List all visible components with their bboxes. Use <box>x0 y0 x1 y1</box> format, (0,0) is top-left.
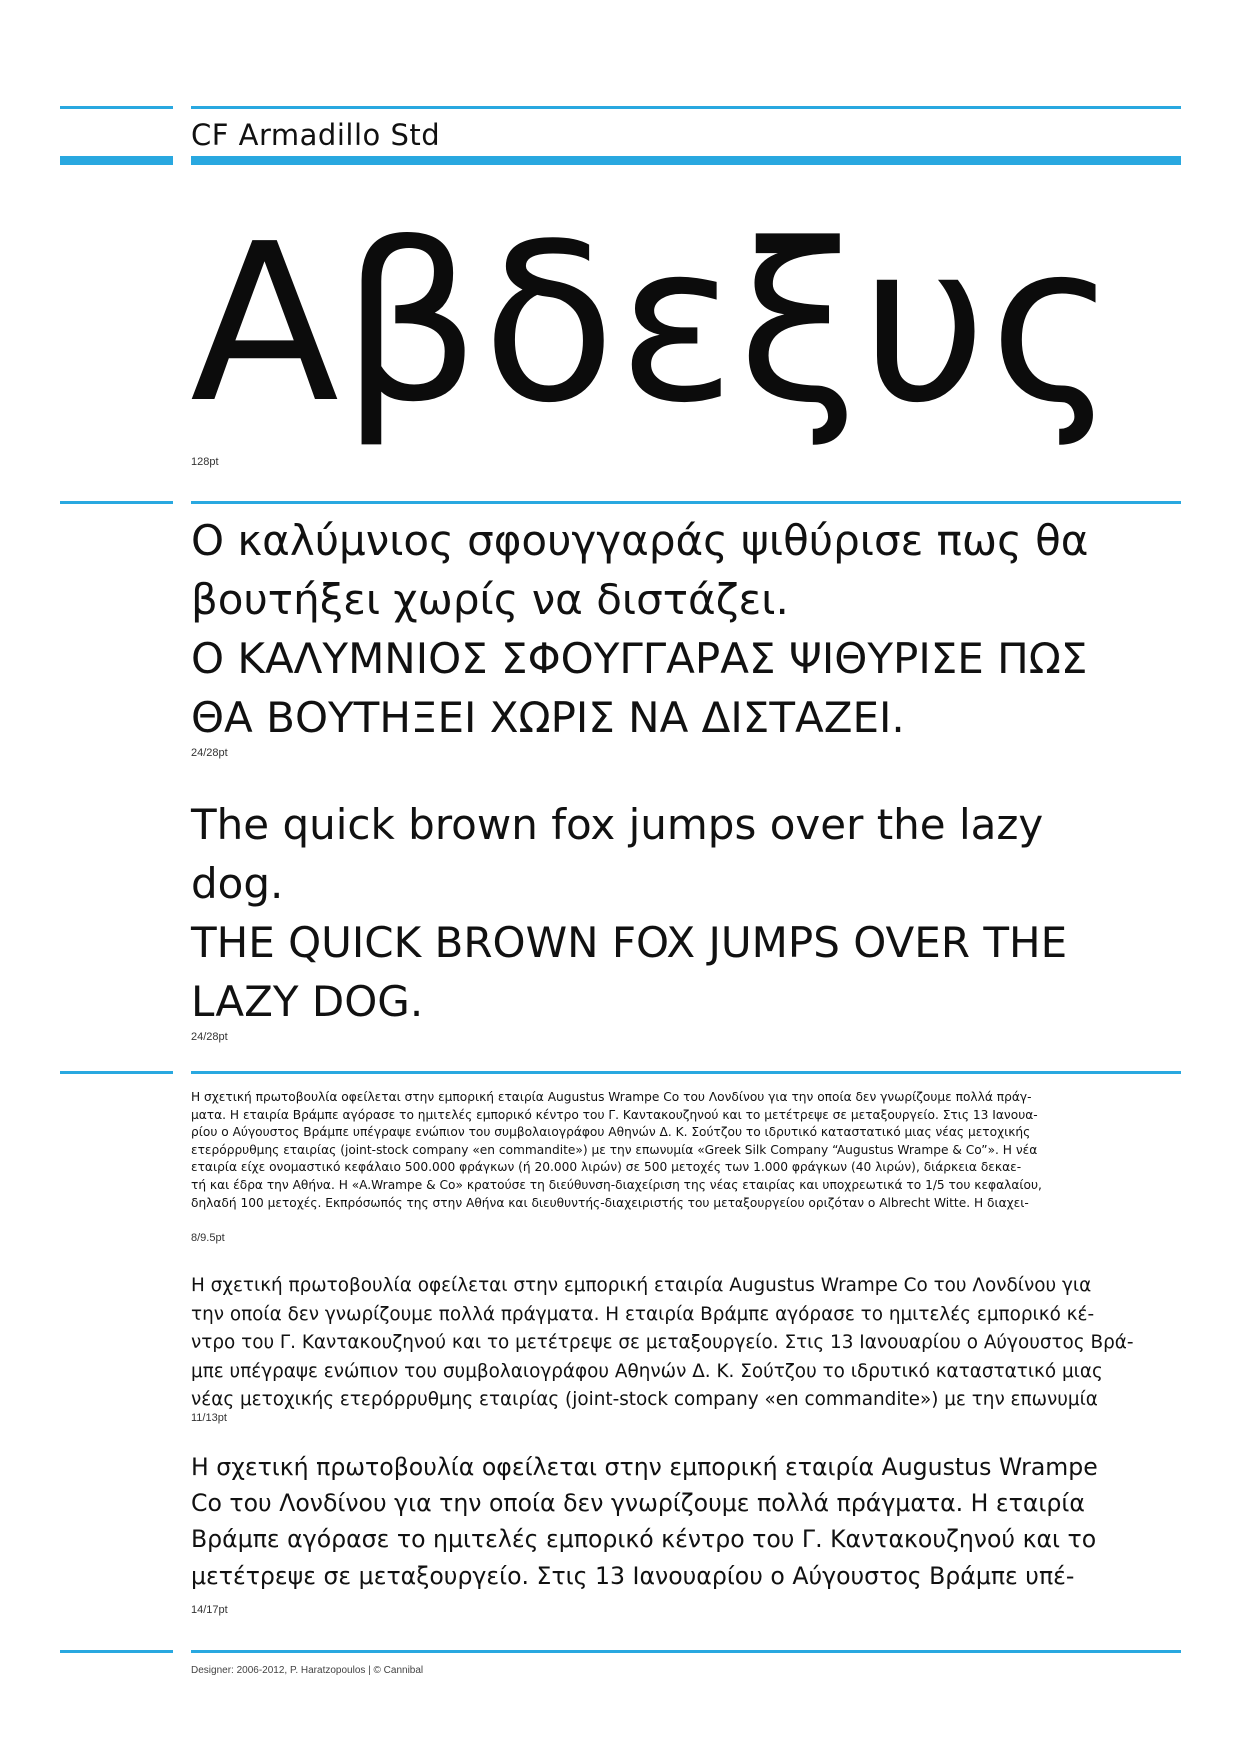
header-bar-left <box>60 156 173 165</box>
text-line: δηλαδή 100 μετοχές. Εκπρόσωπός της στην Αθήνα και διευθυντής-διαχειριστής του μεταξουργείου οριζόταν ο Albrecht Witte. Η διαχει- <box>191 1195 1029 1210</box>
latin-pangram-line: LAZY DOG. <box>191 977 424 1026</box>
text-line: Η σχετική πρωτοβουλία οφείλεται στην εμπορική εταιρία Augustus Wrampe Co του Λονδίνου για την οποία δεν γνωρίζουμε πολλά πράγ- <box>191 1090 1032 1104</box>
header-bar-right <box>191 156 1181 165</box>
text-line: Η σχετική πρωτοβουλία οφείλεται στην εμπορική εταιρία Augustus Wrampe Co του Λονδίνου για <box>191 1275 1092 1296</box>
text-line: τή και έδρα την Αθήνα. Η «A.Wrampe & Co» κρατούσε τη διεύθυνση-διαχείριση της νέας εταιρίας και υποχρεωτικά το 1/5 του κεφαλαίου, <box>191 1177 1042 1192</box>
text-line: ρίου ο Αύγουστος Βράμπε υπέγραψε ενώπιον του συμβολαιογράφου Αθηνών Δ. Κ. Σούτζου το ιδρυτικό καταστατικό μιας νέας μετοχικής <box>191 1125 1031 1140</box>
hero-rule-right <box>191 501 1181 504</box>
font-title: CF Armadillo Std <box>191 118 441 152</box>
text-8pt-size-label: 8/9.5pt <box>191 1232 225 1244</box>
hero-size-label: 128pt <box>191 456 219 468</box>
text-sample-11pt <box>191 1272 1181 1415</box>
text-sample-8pt <box>191 1089 1181 1212</box>
greek-pangram-line: ΘΑ ΒΟΥΤΗΞΕΙ ΧΩΡΙΣ ΝΑ ΔΙΣΤΑΖΕΙ. <box>191 693 905 742</box>
bottom-rule-left <box>60 1650 173 1653</box>
greek-pangram <box>191 511 1181 747</box>
hero-specimen: Αβδεξυς <box>190 198 1120 451</box>
text-line: ντρο του Γ. Καντακουζηνού και το μετέτρεψε σε μεταξουργείο. Στις 13 Ιανουαρίου ο Αύγουστος Βρά- <box>191 1332 1134 1354</box>
text-11pt-size-label: 11/13pt <box>191 1412 227 1424</box>
greek-pangram-line: Ο καλύμνιος σφουγγαράς ψιθύρισε πως θα <box>191 516 1089 565</box>
latin-pangram-line: THE QUICK BROWN FOX JUMPS OVER THE <box>191 918 1068 967</box>
greek-pangram-line: Ο ΚΑΛΥΜΝΙΟΣ ΣΦΟΥΓΓΑΡΑΣ ΨΙΘΥΡΙΣΕ ΠΩΣ <box>191 634 1088 683</box>
latin-pangram-size-label: 24/28pt <box>191 1031 228 1043</box>
text-line: την οποία δεν γνωρίζουμε πολλά πράγματα. Η εταιρία Βράμπε αγόρασε το ημιτελές εμπορικό κέ- <box>191 1303 1095 1325</box>
mid-rule-left <box>60 1071 173 1074</box>
text-14pt-size-label: 14/17pt <box>191 1604 228 1616</box>
text-line: μπε υπέγραψε ενώπιον του συμβολαιογράφου Αθηνών Δ. Κ. Σούτζου το ιδρυτικό καταστατικό μιας <box>191 1360 1103 1382</box>
text-line: Co του Λονδίνου για την οποία δεν γνωρίζουμε πολλά πράγματα. Η εταιρία <box>191 1489 1085 1518</box>
latin-pangram-line: dog. <box>191 859 284 908</box>
greek-pangram-line: βουτήξει χωρίς να διστάζει. <box>191 575 789 624</box>
bottom-rule-right <box>191 1650 1181 1653</box>
text-line: μετέτρεψε σε μεταξουργείο. Στις 13 Ιανουαρίου ο Αύγουστος Βράμπε υπέ- <box>191 1561 1075 1590</box>
text-sample-14pt <box>191 1449 1181 1594</box>
text-line: εταιρία είχε ονομαστικό κεφάλαιο 500.000 φράγκων (ή 20.000 λιρών) σε 500 μετοχές των 1.000 φράγκων (40 λιρών), διάρκεια δεκαε- <box>191 1160 1022 1175</box>
text-line: ματα. Η εταιρία Βράμπε αγόρασε το ημιτελές εμπορικό κέντρο του Γ. Καντακουζηνού και το μετέτρεψε σε μεταξουργείο. Στις 13 Ιανουα- <box>191 1107 1038 1122</box>
latin-pangram-line: The quick brown fox jumps over the lazy <box>191 800 1044 849</box>
latin-pangram <box>191 795 1181 1031</box>
top-rule-right <box>191 106 1181 109</box>
text-line: νέας μετοχικής ετερόρρυθμης εταιρίας (joint-stock company «en commandite») με την επωνυμία <box>191 1389 1098 1411</box>
text-line: ετερόρρυθμης εταιρίας (joint-stock company «en commandite») με την επωνυμία «Greek Silk Company “Augustus Wrampe & Co”». Η νέα <box>191 1142 1038 1157</box>
mid-rule-right <box>191 1071 1181 1074</box>
text-line: Η σχετική πρωτοβουλία οφείλεται στην εμπορική εταιρία Augustus Wrampe <box>191 1453 1098 1481</box>
text-line: Βράμπε αγόρασε το ημιτελές εμπορικό κέντρο του Γ. Καντακουζηνού και το <box>191 1525 1097 1554</box>
hero-rule-left <box>60 501 173 504</box>
top-rule-left <box>60 106 173 109</box>
designer-credit: Designer: 2006-2012, P. Haratzopoulos | © Cannibal <box>191 1665 424 1676</box>
greek-pangram-size-label: 24/28pt <box>191 747 228 759</box>
